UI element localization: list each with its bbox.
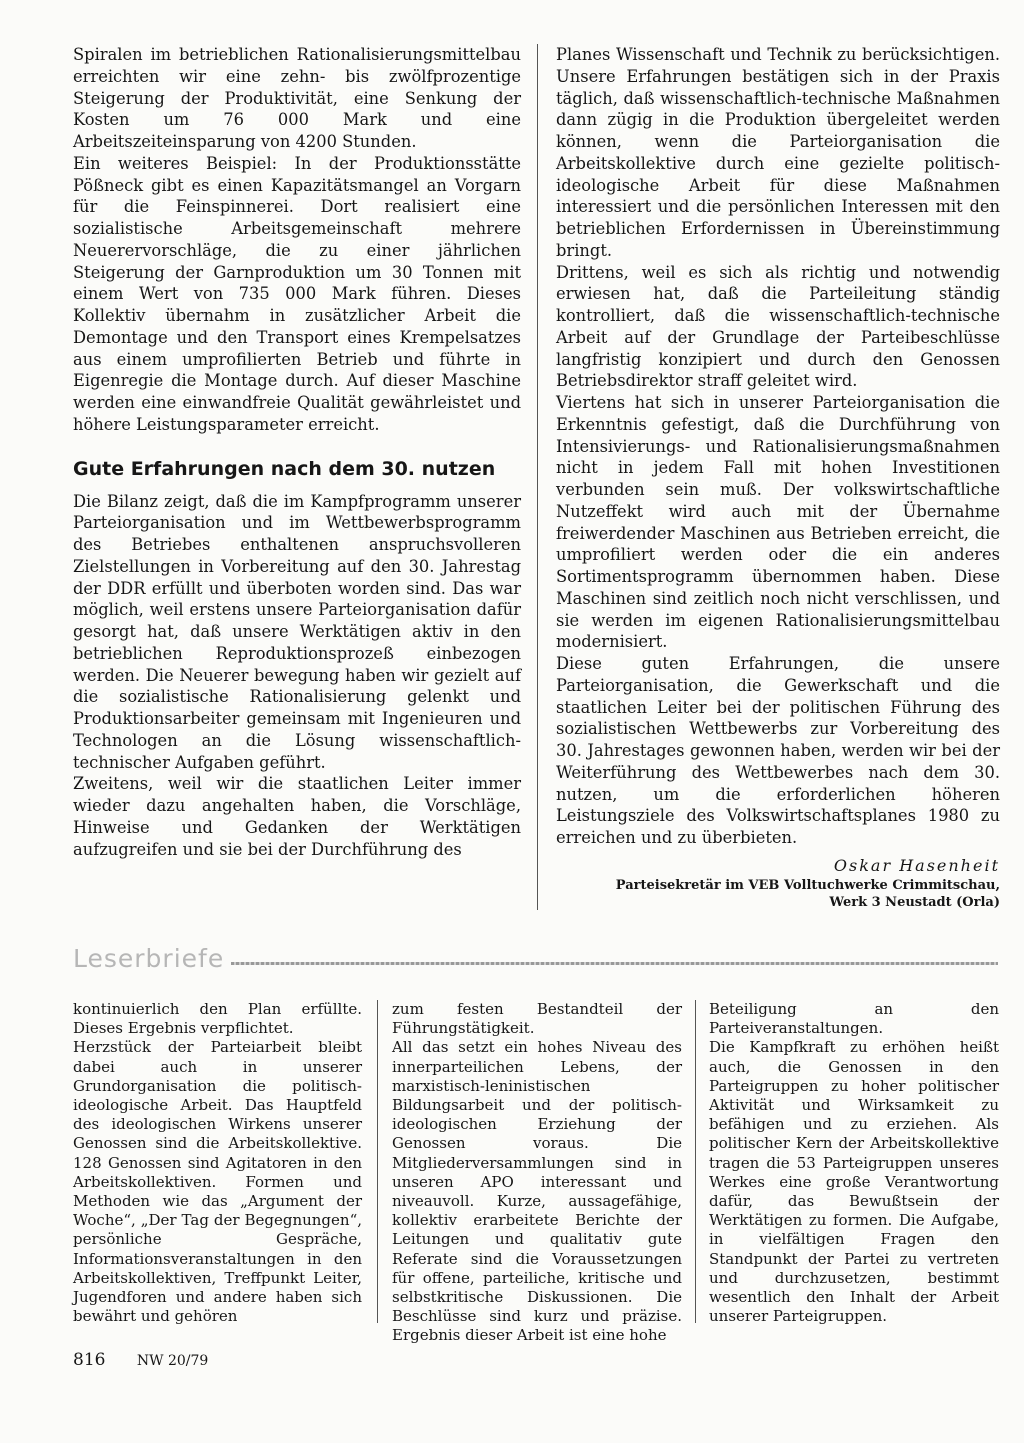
paragraph: Ein weiteres Beispiel: In der Produktionsstätte Pößneck gibt es einen Kapazitätsmangel an Vorgarn für die Feinspinnerei. Dort realisiert eine sozialistische Arbeitsgemeinschaft mehrere Neuerervorschläge, die zu einer jährlichen Steigerung der Garnproduktion um 30 Tonnen mit einem Wert von 735 000 Mark führen. Dieses Kollektiv übernahm in zusätzlicher Arbeit die Demontage und den Transport eines Krempelsatzes aus einem umprofilierten Betrieb und führte in Eigenregie die Montage durch. Auf dieser Maschine werden eine einwandfreie Qualität gewährleistet und höhere Leistungsparameter erreicht. [73, 153, 521, 434]
article-column-left [73, 44, 521, 860]
column-divider [377, 1000, 378, 1323]
page-number: 816 [73, 1350, 106, 1370]
page-footer [73, 1350, 208, 1371]
article-subheading: Gute Erfahrungen nach dem 30. nutzen [73, 457, 496, 480]
paragraph: Planes Wissenschaft und Technik zu berücksichtigen. Unsere Erfahrungen bestätigen sich in der Praxis täglich, daß wissenschaftlich-technische Maßnahmen dann zügig in die Produktion übergeleitet werden können, wenn die Parteiorganisation die Arbeitskollektive durch eine gezielte politisch-ideologische Arbeit für diese Maßnahmen interessiert und die persönlichen Interessen mit den betrieblichen Erfordernissen in Übereinstimmung bringt. [556, 45, 1000, 260]
author-signature [556, 855, 1000, 911]
author-name: Oskar Hasenheit [833, 855, 1000, 875]
letters-column-2 [392, 1000, 682, 1346]
paragraph: zum festen Bestandteil der Führungstätigkeit. [392, 1000, 682, 1038]
paragraph: Drittens, weil es sich als richtig und notwendig erwiesen hat, daß die Parteileitung ständig kontrolliert, daß die wissenschaftlich-technische Arbeit auf der Grundlage der Parteibeschlüsse langfristig konzipiert und durch den Genossen Betriebsdirektor straff geleitet wird. [556, 262, 1000, 391]
paragraph: Viertens hat sich in unserer Parteiorganisation die Erkenntnis gefestigt, daß die Durchführung von Intensivierungs- und Rationalisierungsmaßnahmen nicht in jedem Fall mit hohen Investitionen verbunden sein muß. Der volkswirtschaftliche Nutzeffekt wird auch mit der Übernahme freiwerdender Maschinen aus Betrieben erreicht, die umprofiliert werden oder die ein anderes Sortimentsprogramm übernommen haben. Diese Maschinen sind zeitlich noch nicht verschlissen, und sie werden im eigenen Rationalisierungsmittelbau modernisiert. [556, 393, 1000, 652]
paragraph: Spiralen im betrieblichen Rationalisierungsmittelbau erreichten wir eine zehn- bis zwölfprozentige Steigerung der Produktivität, eine Senkung der Kosten um 76 000 Mark und eine Arbeitszeiteinsparung von 4200 Stunden. [73, 45, 521, 151]
author-role: Werk 3 Neustadt (Orla) [829, 894, 1000, 910]
paragraph: All das setzt ein hohes Niveau des innerparteilichen Lebens, der marxistisch-leninistischen Bildungsarbeit und der politisch-ideologischen Erziehung der Genossen voraus. Die Mitgliederversammlungen sind in unseren APO interessant und niveauvoll. Kurze, aussagefähige, kollektiv erarbeitete Berichte der Leitungen und qualitativ gute Referate sind die Voraussetzungen für offene, parteiliche, kritische und selbstkritische Diskussionen. Die Beschlüsse sind kurz und präzise. Ergebnis dieser Arbeit ist eine hohe [392, 1038, 682, 1345]
letters-column-3 [709, 1000, 999, 1326]
paragraph: Diese guten Erfahrungen, die unsere Parteiorganisation, die Gewerkschaft und die staatlichen Leiter bei der politischen Führung des sozialistischen Wettbewerbs zur Vorbereitung des 30. Jahrestages gewonnen haben, werden wir bei der Weiterführung des Wettbewerbes nach dem 30. nutzen, um die erforderlichen höheren Leistungsziele des Volkswirtschaftsplanes 1980 zu erreichen und zu überbieten. [556, 654, 1000, 847]
journal-reference: NW 20/79 [136, 1353, 209, 1369]
column-divider [695, 1000, 696, 1323]
paragraph: Herzstück der Parteiarbeit bleibt dabei auch in unserer Grundorganisation die politisch-ideologische Arbeit. Das Hauptfeld des ideologischen Wirkens unserer Genossen sind die Arbeitskollektive. 128 Genossen sind Agitatoren in den Arbeitskollektiven. Formen und Methoden wie das „Argument der Woche“, „Der Tag der Begegnungen“, persönliche Gespräche, Informationsveranstaltungen in den Arbeitskollektiven, Treffpunkt Leiter, Jugendforen und andere haben sich bewährt und gehören [73, 1038, 362, 1326]
paragraph: kontinuierlich den Plan erfüllte. Dieses Ergebnis verpflichtet. [73, 1000, 362, 1038]
letters-column-1 [73, 1000, 362, 1326]
column-divider [537, 44, 538, 910]
author-role: Parteisekretär im VEB Volltuchwerke Crimmitschau, [615, 877, 1000, 893]
paragraph: Zweitens, weil wir die staatlichen Leiter immer wieder dazu angehalten haben, die Vorschläge, Hinweise und Gedanken der Werktätigen aufzugreifen und sie bei der Durchführung des [73, 774, 521, 859]
paragraph: Die Kampfkraft zu erhöhen heißt auch, die Genossen in den Parteigruppen zu hoher politischer Aktivität und Wirksamkeit zu befähigen und zu erziehen. Als politischer Kern der Arbeitskollektive tragen die 53 Parteigruppen unseres Werkes eine große Verantwortung dafür, das Bewußtsein der Werktätigen zu formen. Die Aufgabe, in vielfältigen Fragen den Standpunkt der Partei zu vertreten und durchzusetzen, bestimmt wesentlich den Inhalt der Arbeit unserer Parteigruppen. [709, 1038, 999, 1326]
article-column-right [556, 44, 1000, 911]
paragraph: Die Bilanz zeigt, daß die im Kampfprogramm unserer Parteiorganisation und im Wettbewerbsprogramm des Betriebes enthaltenen anspruchsvolleren Zielstellungen in Vorbereitung auf den 30. Jahrestag der DDR erfüllt und überboten worden sind. Das war möglich, weil erstens unsere Parteiorganisation dafür gesorgt hat, daß unsere Werktätigen aktiv in den betrieblichen Reproduktionsprozeß einbezogen werden. Die Neuerer bewegung haben wir gezielt auf die sozialistische Rationalisierung gelenkt und Produktionsarbeiter gemeinsam mit Ingenieuren und Technologen an die Lösung wissenschaftlich-technischer Aufgaben geführt. [73, 491, 521, 772]
section-divider [231, 962, 998, 965]
paragraph: Beteiligung an den Parteiveranstaltungen. [709, 1000, 999, 1038]
section-title: Leserbriefe [73, 944, 225, 973]
letters-section-header [73, 944, 998, 974]
